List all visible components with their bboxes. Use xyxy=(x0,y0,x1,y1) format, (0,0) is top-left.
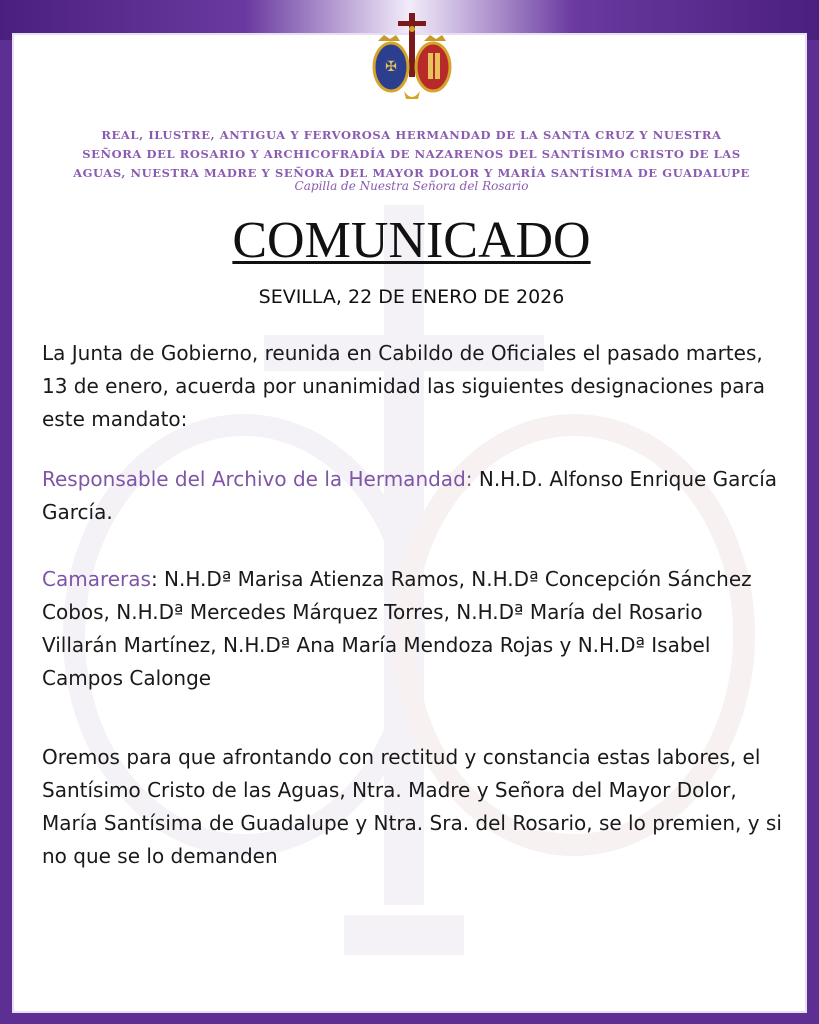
document-page xyxy=(12,33,807,1013)
archivo-label: Responsable del Archivo de la Hermandad: xyxy=(42,467,473,491)
heading-line-1: REAL, ILUSTRE, ANTIGUA Y FERVOROSA HERMANDAD DE LA SANTA CRUZ Y NUESTRA xyxy=(101,128,722,142)
title-text: COMUNICADO xyxy=(232,212,591,269)
brotherhood-name xyxy=(44,126,779,183)
page-title xyxy=(14,211,809,270)
date-line: SEVILLA, 22 DE ENERO DE 2026 xyxy=(258,286,565,308)
camareras-label: Camareras xyxy=(42,567,151,591)
chapel-subtitle: Capilla de Nuestra Señora del Rosario xyxy=(294,179,529,193)
archivo-paragraph xyxy=(42,463,782,529)
brotherhood-crest-icon xyxy=(364,11,460,111)
camareras-paragraph xyxy=(42,563,782,695)
heading-line-2: SEÑORA DEL ROSARIO Y ARCHICOFRADÍA DE NAZARENOS DEL SANTÍSIMO CRISTO DE LAS xyxy=(82,147,741,161)
archivo-value: N.H.D. Alfonso Enrique García García. xyxy=(42,467,778,524)
camareras-value: : N.H.Dª Marisa Atienza Ramos, N.H.Dª Concepción Sánchez Cobos, N.H.Dª Mercedes Márquez Torres, N.H.Dª María del Rosario Villarán Martínez, N.H.Dª Ana María Mendoza Rojas y N.H.Dª Isabel Campos Calonge xyxy=(42,567,752,690)
heading-line-3: AGUAS, NUESTRA MADRE Y SEÑORA DEL MAYOR DOLOR Y MARÍA SANTÍSIMA DE GUADALUPE xyxy=(73,166,750,180)
svg-text:✠: ✠ xyxy=(385,59,397,75)
closing-paragraph: Oremos para que afrontando con rectitud y constancia estas labores, el Santísimo Cristo de las Aguas, Ntra. Madre y Señora del Mayor Dolor, María Santísima de Guadalupe y Ntra. Sra. del Rosario, se lo premien, y si no que se lo demanden xyxy=(42,745,782,868)
intro-paragraph: La Junta de Gobierno, reunida en Cabildo de Oficiales el pasado martes, 13 de enero, acuerda por unanimidad las siguientes designaciones para este mandato: xyxy=(42,341,765,431)
